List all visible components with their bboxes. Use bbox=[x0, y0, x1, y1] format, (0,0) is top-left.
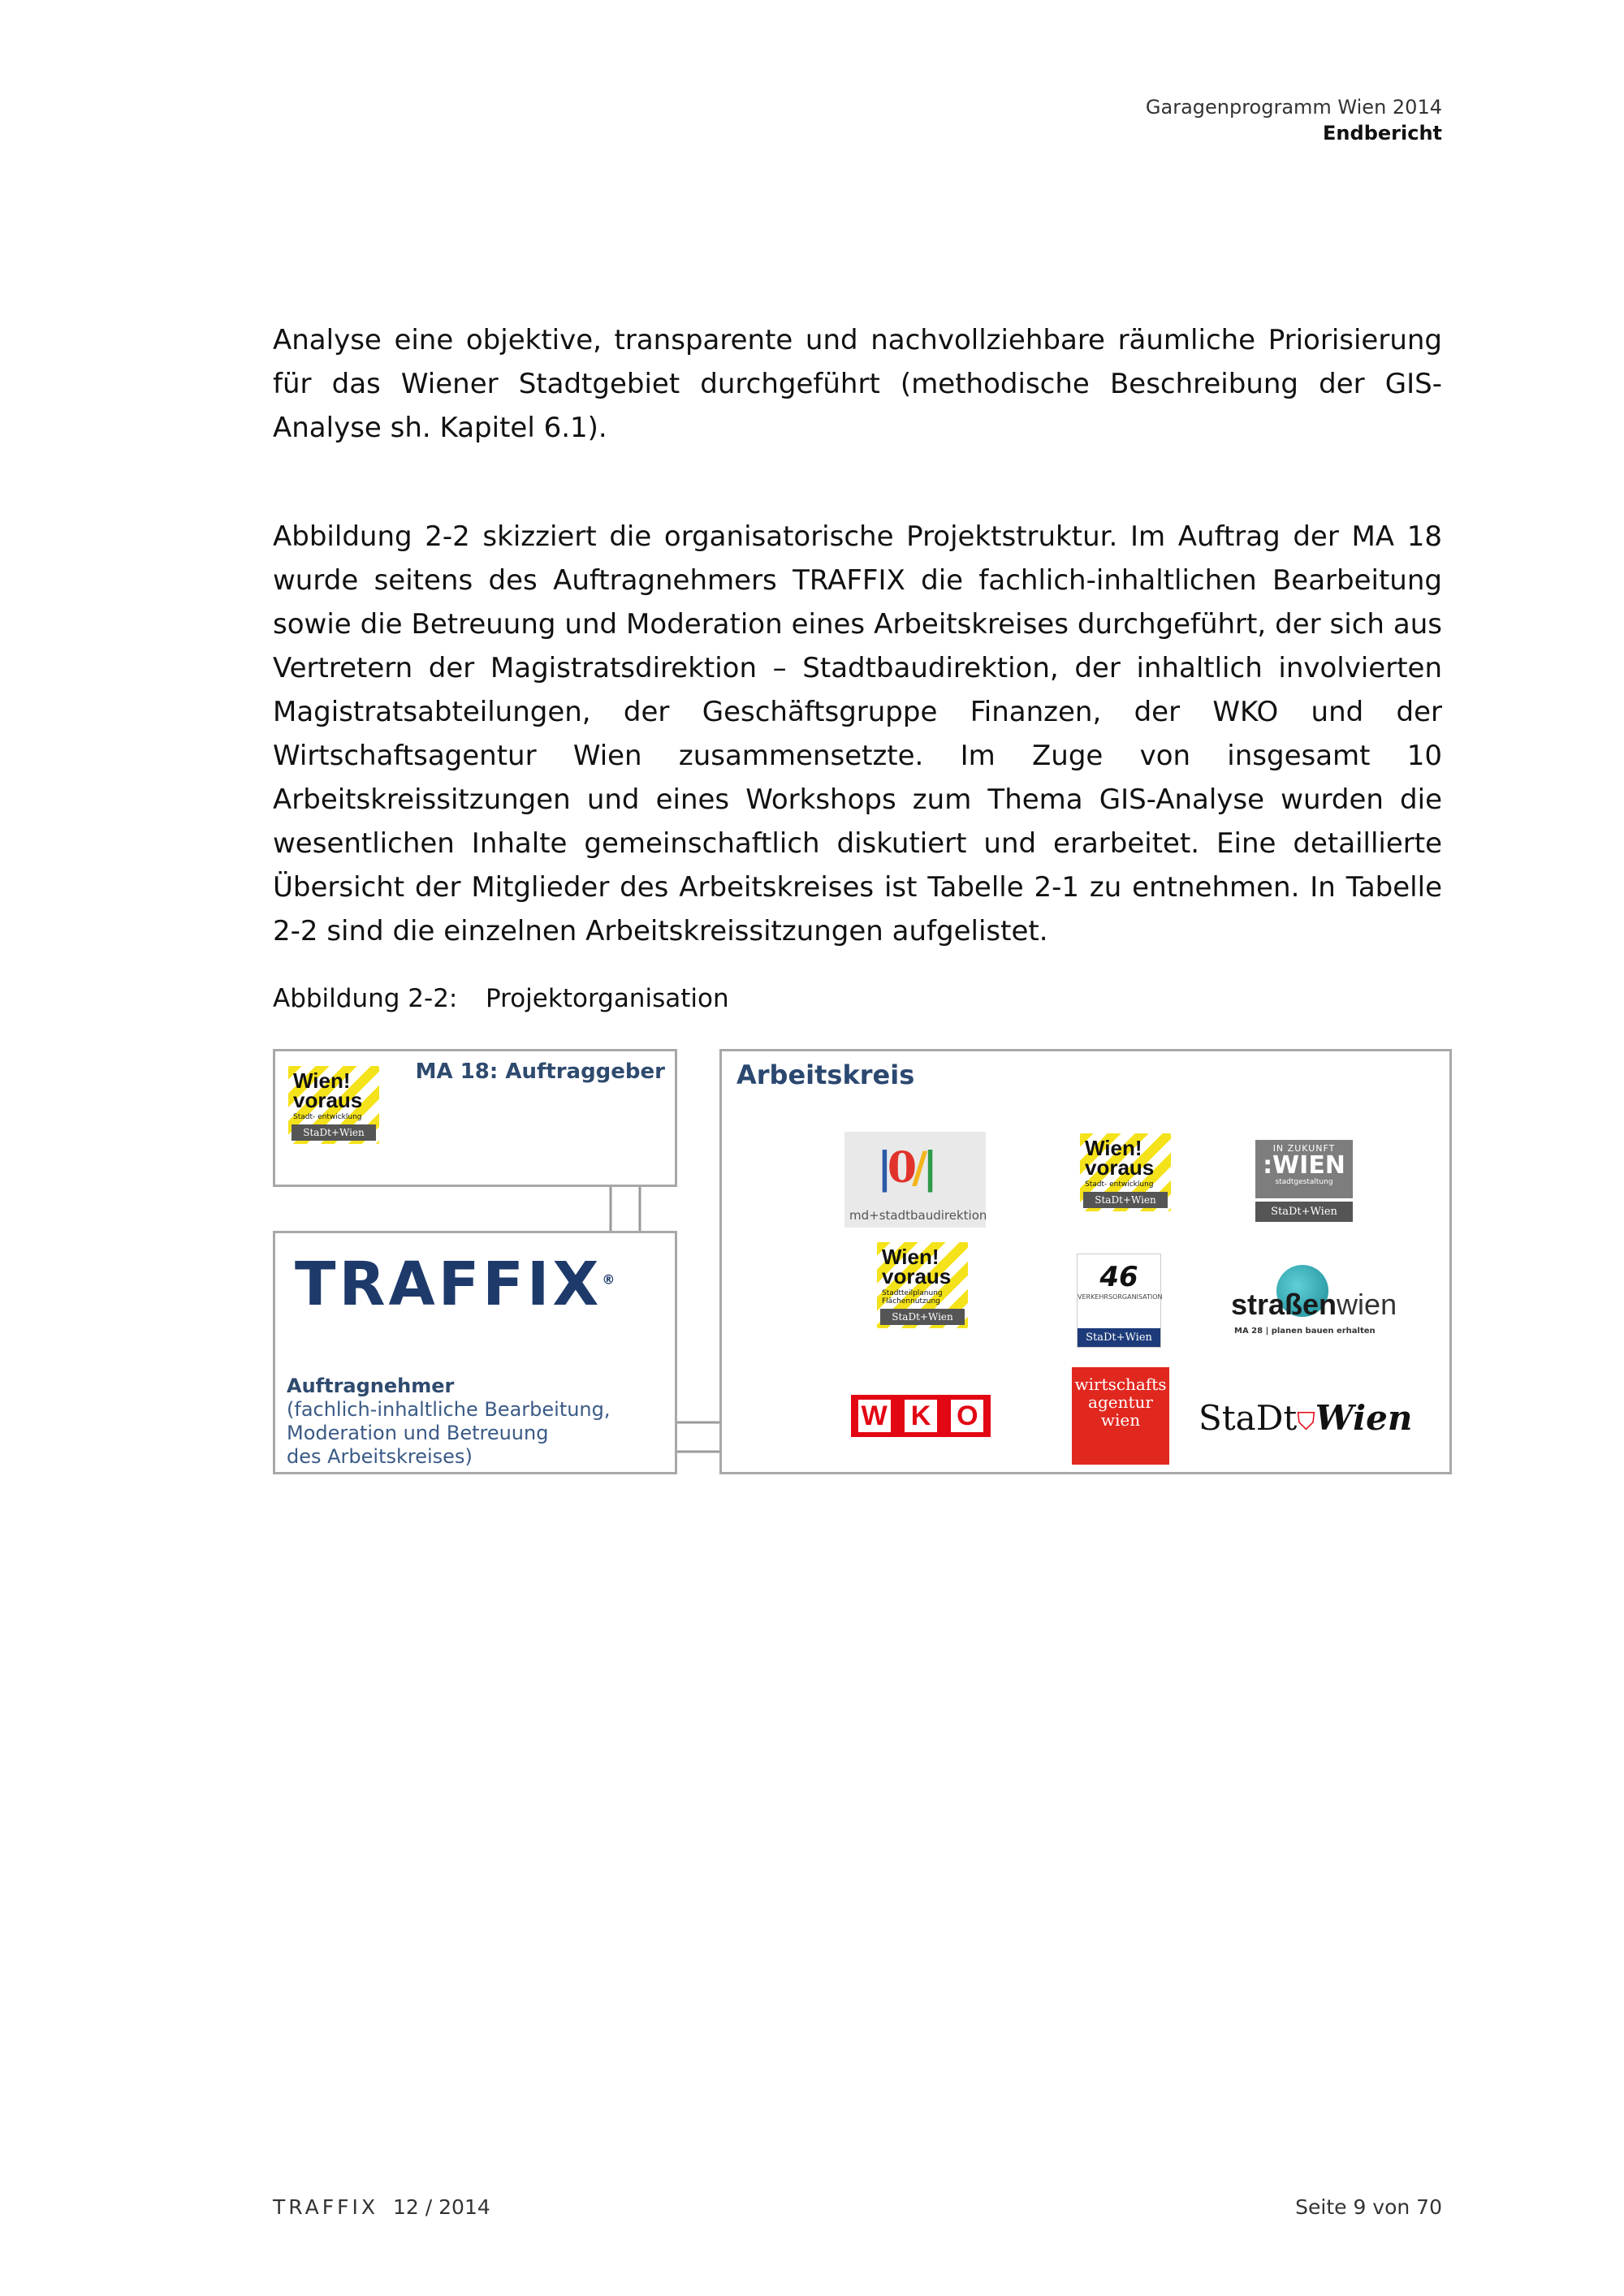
auftragnehmer-desc-3: des Arbeitskreises) bbox=[287, 1445, 473, 1468]
ma18-label: MA 18: Auftraggeber bbox=[415, 1060, 665, 1084]
auftragnehmer-desc-1: (fachlich-inhaltliche Bearbeitung, bbox=[287, 1398, 611, 1421]
wien-crest-icon: ⛉ bbox=[1297, 1408, 1315, 1436]
footer-date: 12 / 2014 bbox=[393, 2195, 490, 2219]
arbeitskreis-label: Arbeitskreis bbox=[736, 1060, 915, 1090]
paragraph-2: Abbildung 2-2 skizziert die organisatorische Projektstruktur. Im Auftrag der MA 18 wurde seitens des Auftragnehmers TRAFFIX die fachlich-inhaltlichen Bearbeitung sowie die Betreuung und Moderation eines Arbeitskreises durchgeführt, der sich aus Vertretern der Magistratsdirektion – Stadtbaudirektion, der inhaltlich involvierten Magistratsabteilungen, der Geschäftsgruppe Finanzen, der WKO und der Wirtschaftsagentur Wien zusammensetzte. Im Zuge von insgesamt 10 Arbeitskreissitzungen und eines Workshops zum Thema GIS-Analyse wurden die wesentlichen Inhalte gemeinschaftlich diskutiert und erarbeitet. Eine detaillierte Übersicht der Mitglieder des Arbeitskreises ist Tabelle 2-1 zu entnehmen. In Tabelle 2-2 sind die einzelnen Arbeitskreissitzungen aufgelistet. bbox=[273, 520, 1442, 947]
wko-logo: W K O bbox=[851, 1395, 991, 1437]
wien-voraus-logo: Wien! voraus Stadt- entwicklung StaDt+Wien bbox=[288, 1066, 379, 1144]
paragraph-1: Analyse eine objektive, transparente und nachvollziehbare räumliche Priorisierung für das Wiener Stadtgebiet durchgeführt (methodische Beschreibung der GIS-Analyse sh. Kapitel 6.1). bbox=[273, 324, 1442, 444]
auftragnehmer-title: Auftragnehmer bbox=[287, 1375, 455, 1397]
wien-voraus-logo-2: Wien! voraus Stadt- entwicklung StaDt+Wien bbox=[1080, 1133, 1171, 1211]
wien-voraus-logo-3: Wien! voraus Stadtteilplanung Flächennutzung StaDt+Wien bbox=[877, 1242, 968, 1328]
auftragnehmer-text bbox=[287, 1375, 611, 1469]
figure-caption-number: Abbildung 2-2: bbox=[273, 984, 458, 1013]
header-subtitle: Endbericht bbox=[1323, 122, 1442, 145]
wirtschaftsagentur-logo: wirtschafts agentur wien bbox=[1072, 1367, 1169, 1465]
strassenwien-logo: straßenwien MA 28 | planen bauen erhalten bbox=[1231, 1265, 1377, 1346]
figure-caption-title: Projektorganisation bbox=[486, 984, 729, 1013]
page-number: Seite 9 von 70 bbox=[1295, 2195, 1442, 2219]
ma18-box bbox=[273, 1049, 677, 1187]
traffix-logo: TRAFFIX® bbox=[295, 1249, 619, 1319]
stadt-wien-logo: StaDt⛉Wien bbox=[1199, 1398, 1413, 1438]
footer-left bbox=[273, 2195, 490, 2219]
ma46-logo: 46 VERKEHRSORGANISATION StaDt+Wien bbox=[1077, 1254, 1161, 1348]
auftragnehmer-desc-2: Moderation und Betreuung bbox=[287, 1422, 549, 1444]
traffix-box bbox=[273, 1231, 677, 1474]
header-title: Garagenprogramm Wien 2014 bbox=[1145, 96, 1442, 119]
in-zukunft-wien-logo: IN ZUKUNFT :WIEN stadtgestaltung StaDt+Wien bbox=[1255, 1140, 1353, 1224]
footer-company: TRAFFIX bbox=[273, 2195, 378, 2219]
stadtbaudirektion-logo: |0/| md+stadtbaudirektion bbox=[844, 1132, 986, 1228]
